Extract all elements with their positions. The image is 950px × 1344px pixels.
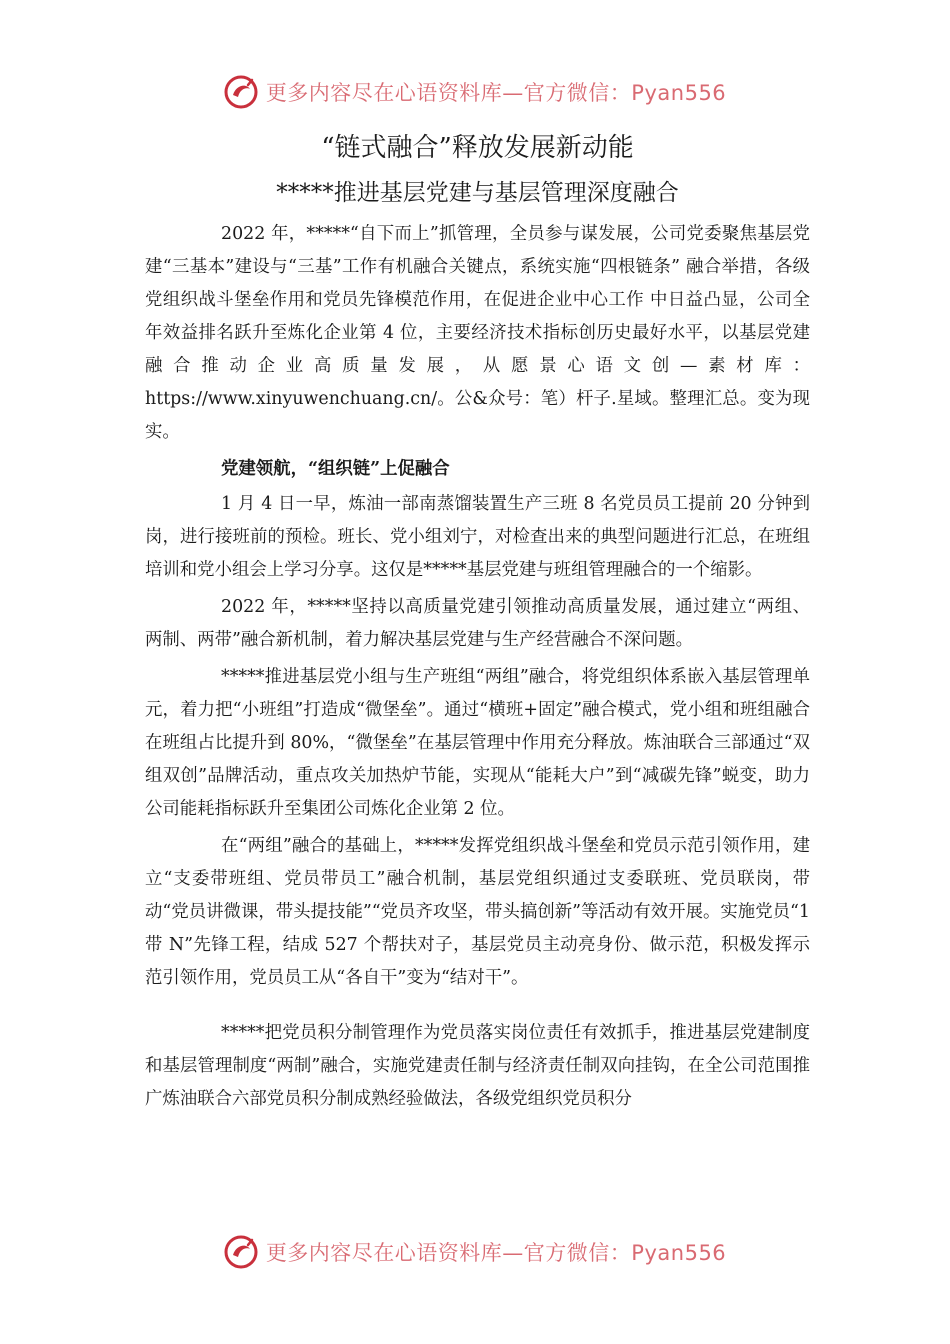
watermark-banner-top [0, 72, 950, 112]
body-paragraph: 在“两组”融合的基础上，*****发挥党组织战斗堡垒和党员示范引领作用，建立“支委带班组、党员带员工”融合机制，基层党组织通过支委联班、党员联岗，带动“党员讲微课，带头提技能”“党员齐攻坚，带头搞创新”等活动有效开展。实施党员“1 带 N”先锋工程，结成 527 个帮扶对子，基层党员主动亮身份、做示范，积极发挥示范引领作用，党员员工从“各自干”变为“结对干”。 [145, 836, 810, 988]
body-paragraph: *****推进基层党小组与生产班组“两组”融合，将党组织体系嵌入基层管理单元，着力把“小班组”打造成“微堡垒”。通过“横班+固定”融合模式，党小组和班组融合在班组占比提升到 80%，“微堡垒”在基层管理中作用充分释放。炼油联合三部通过“双组双创”品牌活动，重点攻关加热炉节能，实现从“能耗大户”到“减碳先锋”蜕变，助力公司能耗指标跃升至集团公司炼化企业第 2 位。 [145, 667, 810, 819]
red-swirl-logo-icon [224, 75, 258, 109]
red-swirl-logo-icon [224, 1235, 258, 1269]
document-title: “链式融合”释放发展新动能 [321, 133, 634, 163]
body-paragraph: 2022 年，*****坚持以高质量党建引领推动高质量发展，通过建立“两组、两制、两带”融合新机制，着力解决基层党建与生产经营融合不深问题。 [145, 597, 810, 650]
body-paragraph: 1 月 4 日一早，炼油一部南蒸馏装置生产三班 8 名党员员工提前 20 分钟到岗，进行接班前的预检。班长、党小组刘宁，对检查出来的典型问题进行汇总，在班组培训和党小组会上学习分享。这仅是*****基层党建与班组管理融合的一个缩影。 [145, 494, 810, 580]
document-subtitle: *****推进基层党建与基层管理深度融合 [276, 180, 679, 206]
watermark-text: 更多内容尽在心语资料库—官方微信：Pyan556 [265, 81, 727, 105]
watermark-text: 更多内容尽在心语资料库—官方微信：Pyan556 [265, 1241, 727, 1265]
intro-paragraph: 2022 年，*****“自下而上”抓管理，全员参与谋发展，公司党委聚焦基层党建“三基本”建设与“三基”工作有机融合关键点，系统实施“四根链条” 融合举措，各级党组织战斗堡垒作用和党员先锋模范作用，在促进企业中心工作 中日益凸显，公司全年效益排名跃升至炼化企业第 4 位，主要经济技术指标创历史最好水平，以基层党建融合推动企业高质量发展，从愿景心语文创—素材库：https://www.xinyuwenchuang.cn/。公&众号：笔）杆子.星域。整理汇总。变为现实。 [145, 224, 810, 442]
section-heading: 党建领航，“组织链”上促融合 [221, 459, 450, 479]
body-paragraph: *****把党员积分制管理作为党员落实岗位责任有效抓手，推进基层党建制度和基层管理制度“两制”融合，实施党建责任制与经济责任制双向挂钩，在全公司范围推广炼油联合六部党员积分制成熟经验做法，各级党组织党员积分 [145, 1023, 810, 1109]
document-page [145, 128, 810, 1120]
watermark-banner-bottom [0, 1232, 950, 1272]
